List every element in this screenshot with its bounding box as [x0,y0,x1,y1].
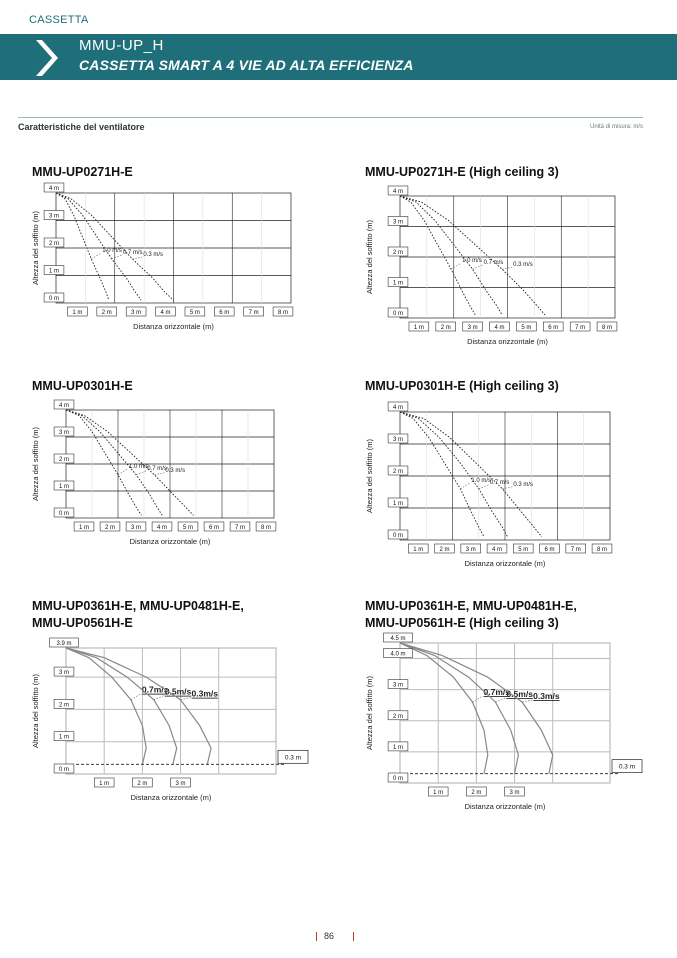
y-tick-1-text: 1 m [58,734,70,741]
x-tick-6 [244,307,264,316]
grid [66,410,274,518]
x-tick-5-text: 6 m [544,547,555,553]
x-tick-7 [256,522,276,531]
y-tick-1-text: 1 m [58,484,70,490]
x-tick-2 [463,322,483,331]
x-tick-0 [74,522,94,531]
y-tick-3-text: 3 m [392,219,404,226]
x-tick-2-text: 3 m [131,310,142,316]
series-label-1: 1.0 m/s [462,258,482,265]
y-tick-2-text: 2 m [48,241,60,247]
grid [400,196,615,318]
series-line-1 [400,412,484,537]
x-tick-7-text: 8 m [601,325,613,331]
x-tick-0 [428,787,448,796]
x-tick-5-text: 6 m [208,525,220,531]
series-label-3: 0.3 m/s [143,252,164,258]
y-tick-4-text: 4 m [48,186,60,192]
series-line-2 [66,410,162,515]
section-title: Caratteristiche del ventilatore [18,122,145,132]
y-tick-0-text: 0 m [392,533,404,539]
x-tick-5 [214,307,234,316]
series-label-3: 0.3 m/s [513,262,533,269]
y-tick-0 [388,308,408,317]
chart-title-5-line-2: MMU-UP0561H-E [32,616,133,630]
y-tick-0-text: 0 m [58,767,70,773]
floor-label-text: 0.3 m [284,754,302,762]
x-tick-7 [592,544,612,553]
y-tick-1 [54,732,74,741]
y-tick-2-text: 2 m [58,457,70,463]
y-tick-3 [388,434,408,443]
y-tick-1 [388,742,408,751]
x-tick-1 [436,322,456,331]
chevron-right-icon [30,36,58,80]
x-tick-7 [597,322,617,331]
y-tick-2-text: 2 m [392,250,404,256]
y-axis-label: Altezza del soffitto (m) [31,210,40,286]
x-tick-4-text: 5 m [518,547,529,553]
series-label-3: 0.3m/s [191,688,219,699]
x-tick-0 [67,307,87,316]
x-tick-4 [185,307,205,316]
x-tick-1-text: 2 m [137,781,148,787]
series-line-1 [66,648,146,764]
x-axis-label: Distanza orizzontale (m) [129,537,211,546]
y-tick-0-text: 0 m [392,311,404,317]
y-tick-4-text: 4.0 m [390,651,406,658]
x-tick-2-text: 3 m [467,325,478,331]
y-tick-4 [50,638,79,647]
x-tick-3-text: 4 m [160,310,171,316]
x-tick-2 [171,778,191,787]
y-tick-4-text: 4 m [58,403,70,409]
y-tick-2 [388,247,408,256]
series-line-1 [66,410,141,515]
x-tick-1 [466,787,486,796]
series-line-2 [400,412,508,537]
floor-label-text: 0.3 m [618,763,636,771]
y-tick-2 [388,711,408,720]
y-axis-label: Altezza del soffitto (m) [365,675,374,751]
y-tick-0 [388,530,408,539]
y-tick-0-text: 0 m [58,511,70,517]
x-tick-4 [178,522,198,531]
y-tick-4-text: 4 m [392,405,404,411]
x-axis-label: Distanza orizzontale (m) [133,322,214,331]
chart-title-5 [32,598,244,632]
y-tick-1 [388,498,408,507]
series-line-1 [400,196,475,315]
x-tick-7-text: 8 m [260,525,272,531]
y-tick-2-text: 2 m [392,713,404,720]
x-tick-5 [540,544,560,553]
x-tick-2 [126,307,146,316]
x-tick-0-text: 1 m [99,781,110,787]
chart-title-1: MMU-UP0271H-E [32,165,133,179]
x-tick-2-text: 3 m [130,525,142,531]
x-tick-0 [409,322,429,331]
x-tick-3 [156,307,176,316]
x-tick-2 [505,787,525,796]
x-axis-label: Distanza orizzontale (m) [467,337,548,346]
series-line-2 [400,643,518,774]
series-label-2: 0.7 m/s [489,479,510,486]
x-tick-6-text: 7 m [234,525,246,531]
y-tick-0 [54,508,74,517]
x-tick-4 [513,544,533,553]
series-label-2: 0.7 m/s [147,465,167,472]
x-tick-5-text: 6 m [219,310,230,316]
x-tick-1 [97,307,117,316]
y-tick-1-text: 1 m [392,501,404,507]
y-tick-1 [388,278,408,287]
chart-6 [362,636,636,812]
y-tick-4 [44,183,64,192]
x-tick-1-text: 2 m [471,790,482,796]
x-tick-5-text: 6 m [548,325,559,331]
page-title: CASSETTA SMART A 4 VIE AD ALTA EFFICIENZA [79,57,414,73]
y-axis-label: Altezza del soffitto (m) [31,673,40,749]
grid [400,643,610,783]
x-tick-2-text: 3 m [465,547,476,553]
y-tick-3 [388,217,408,226]
x-tick-1-text: 2 m [439,547,450,553]
x-tick-3 [152,522,172,531]
series-label-1: 0.7m/s [483,687,511,698]
chart-2 [362,190,622,355]
series-label-2: 0.5m/s [506,689,533,700]
y-axis-label: Altezza del soffitto (m) [365,219,374,295]
y-tick-1-text: 1 m [48,268,60,275]
x-tick-2-text: 3 m [509,790,520,796]
x-tick-3 [487,544,507,553]
grid [400,412,610,540]
x-tick-5 [543,322,563,331]
chart-title-6-line-1: MMU-UP0361H-E, MMU-UP0481H-E, [365,599,577,613]
y-tick-4 [388,402,408,411]
y-tick-2 [44,238,64,247]
y-tick-3 [388,680,408,689]
y-tick-1 [54,481,74,490]
floor-label [612,760,642,773]
y-tick-3 [54,427,74,436]
y-tick-4 [54,400,74,409]
x-tick-7 [273,307,293,316]
x-tick-7-text: 8 m [277,310,289,316]
x-tick-0 [94,778,114,787]
series-line-3 [400,196,545,315]
y-tick-3 [44,211,64,220]
x-tick-6-text: 7 m [570,547,581,553]
footer-bar-right [353,932,354,941]
x-tick-1 [435,544,455,553]
x-tick-0-text: 1 m [433,790,444,796]
y-tick-0-text: 0 m [392,776,404,782]
y-tick-4-text: 3.9 m [56,641,72,647]
x-tick-1-text: 2 m [101,310,112,316]
x-tick-4-text: 5 m [189,310,200,316]
x-tick-1-text: 2 m [104,525,116,531]
footer-bar-left [316,932,317,941]
x-tick-6 [230,522,250,531]
x-tick-7-text: 8 m [596,547,608,553]
x-tick-3-text: 4 m [491,547,503,553]
series-label-3: 0.3 m/s [513,481,534,488]
x-tick-6 [566,544,586,553]
series-label-3: 0.3m/s [533,691,560,702]
x-tick-4-text: 5 m [521,325,532,331]
y-tick-1-text: 1 m [392,744,404,751]
y-tick-3-text: 3 m [58,430,70,436]
page-number: 86 [324,931,335,941]
unit-note: Unità di misura: m/s [589,124,643,130]
chart-3 [28,402,283,552]
series-label-2: 0.7 m/s [483,260,504,267]
y-tick-2 [54,454,74,463]
chart-title-6-line-2: MMU-UP0561H-E (High ceiling 3) [365,616,559,630]
x-tick-5 [204,522,224,531]
x-tick-3 [490,322,510,331]
y-tick-4 [388,186,408,195]
y-tick-2-text: 2 m [392,469,404,475]
x-tick-0-text: 1 m [72,310,83,316]
series-label-1: 1.0 m/s [129,463,149,470]
y-tick-5-text: 4.5 m [390,636,406,642]
x-tick-2-text: 3 m [175,781,186,787]
y-tick-3-text: 3 m [48,213,60,220]
series-label-1: 0.7m/s [141,684,169,695]
y-tick-0-text: 0 m [48,296,60,302]
y-axis-label: Altezza del soffitto (m) [31,426,40,502]
grid [56,193,291,303]
y-tick-4 [384,649,413,658]
y-axis-label: Altezza del soffitto (m) [365,438,374,514]
model-code: MMU-UP_H [79,37,164,54]
y-tick-3-text: 3 m [392,682,404,689]
y-tick-2 [388,466,408,475]
x-tick-6-text: 7 m [248,310,259,316]
x-tick-0 [408,544,428,553]
y-tick-2-text: 2 m [58,702,70,709]
x-tick-1 [132,778,152,787]
series-label-3: 0.3 m/s [165,467,186,474]
y-tick-1 [44,266,64,275]
y-tick-0 [44,293,64,302]
series-label-1: 1.0 m/s [102,248,122,254]
x-tick-6-text: 7 m [575,325,586,331]
x-tick-2 [461,544,481,553]
chart-title-2: MMU-UP0271H-E (High ceiling 3) [365,165,559,179]
chart-title-3: MMU-UP0301H-E [32,379,133,393]
y-tick-0 [54,764,74,773]
floor-label [278,750,308,763]
y-tick-3-text: 3 m [392,437,404,443]
y-tick-3-text: 3 m [58,670,70,677]
chart-title-4: MMU-UP0301H-E (High ceiling 3) [365,379,559,393]
series-label-2: 0.7 m/s [122,250,143,256]
x-tick-6 [570,322,590,331]
x-tick-3-text: 4 m [156,525,168,531]
chart-1 [28,185,298,335]
x-axis-label: Distanza orizzontale (m) [130,793,212,802]
series-line-3 [66,410,193,515]
series-line-1 [400,643,488,774]
series-line-2 [56,193,141,300]
chart-title-6 [365,598,577,632]
x-tick-0-text: 1 m [78,525,90,531]
x-tick-1 [100,522,120,531]
series-label-2: 0.5m/s [164,686,192,697]
series-line-3 [66,648,211,764]
x-tick-0-text: 1 m [413,547,424,553]
x-axis-label: Distanza orizzontale (m) [464,802,546,811]
section-divider [18,117,643,118]
series-line-3 [400,412,542,537]
y-tick-3 [54,667,74,676]
chart-title-5-line-1: MMU-UP0361H-E, MMU-UP0481H-E, [32,599,244,613]
y-tick-0 [388,773,408,782]
y-tick-1-text: 1 m [392,280,404,287]
chart-4 [362,402,620,570]
y-tick-2 [54,699,74,708]
grid [66,648,276,774]
series-label-1: 1.0 m/s [471,477,492,484]
x-tick-0-text: 1 m [413,325,424,331]
x-tick-4-text: 5 m [182,525,194,531]
x-tick-1-text: 2 m [440,325,451,331]
x-tick-2 [126,522,146,531]
x-tick-3-text: 4 m [494,325,505,331]
chart-5 [28,641,302,807]
x-tick-4 [516,322,536,331]
x-axis-label: Distanza orizzontale (m) [464,559,546,568]
category-label: CASSETTA [29,14,89,26]
y-tick-4-text: 4 m [392,189,404,195]
y-tick-5 [384,633,413,642]
